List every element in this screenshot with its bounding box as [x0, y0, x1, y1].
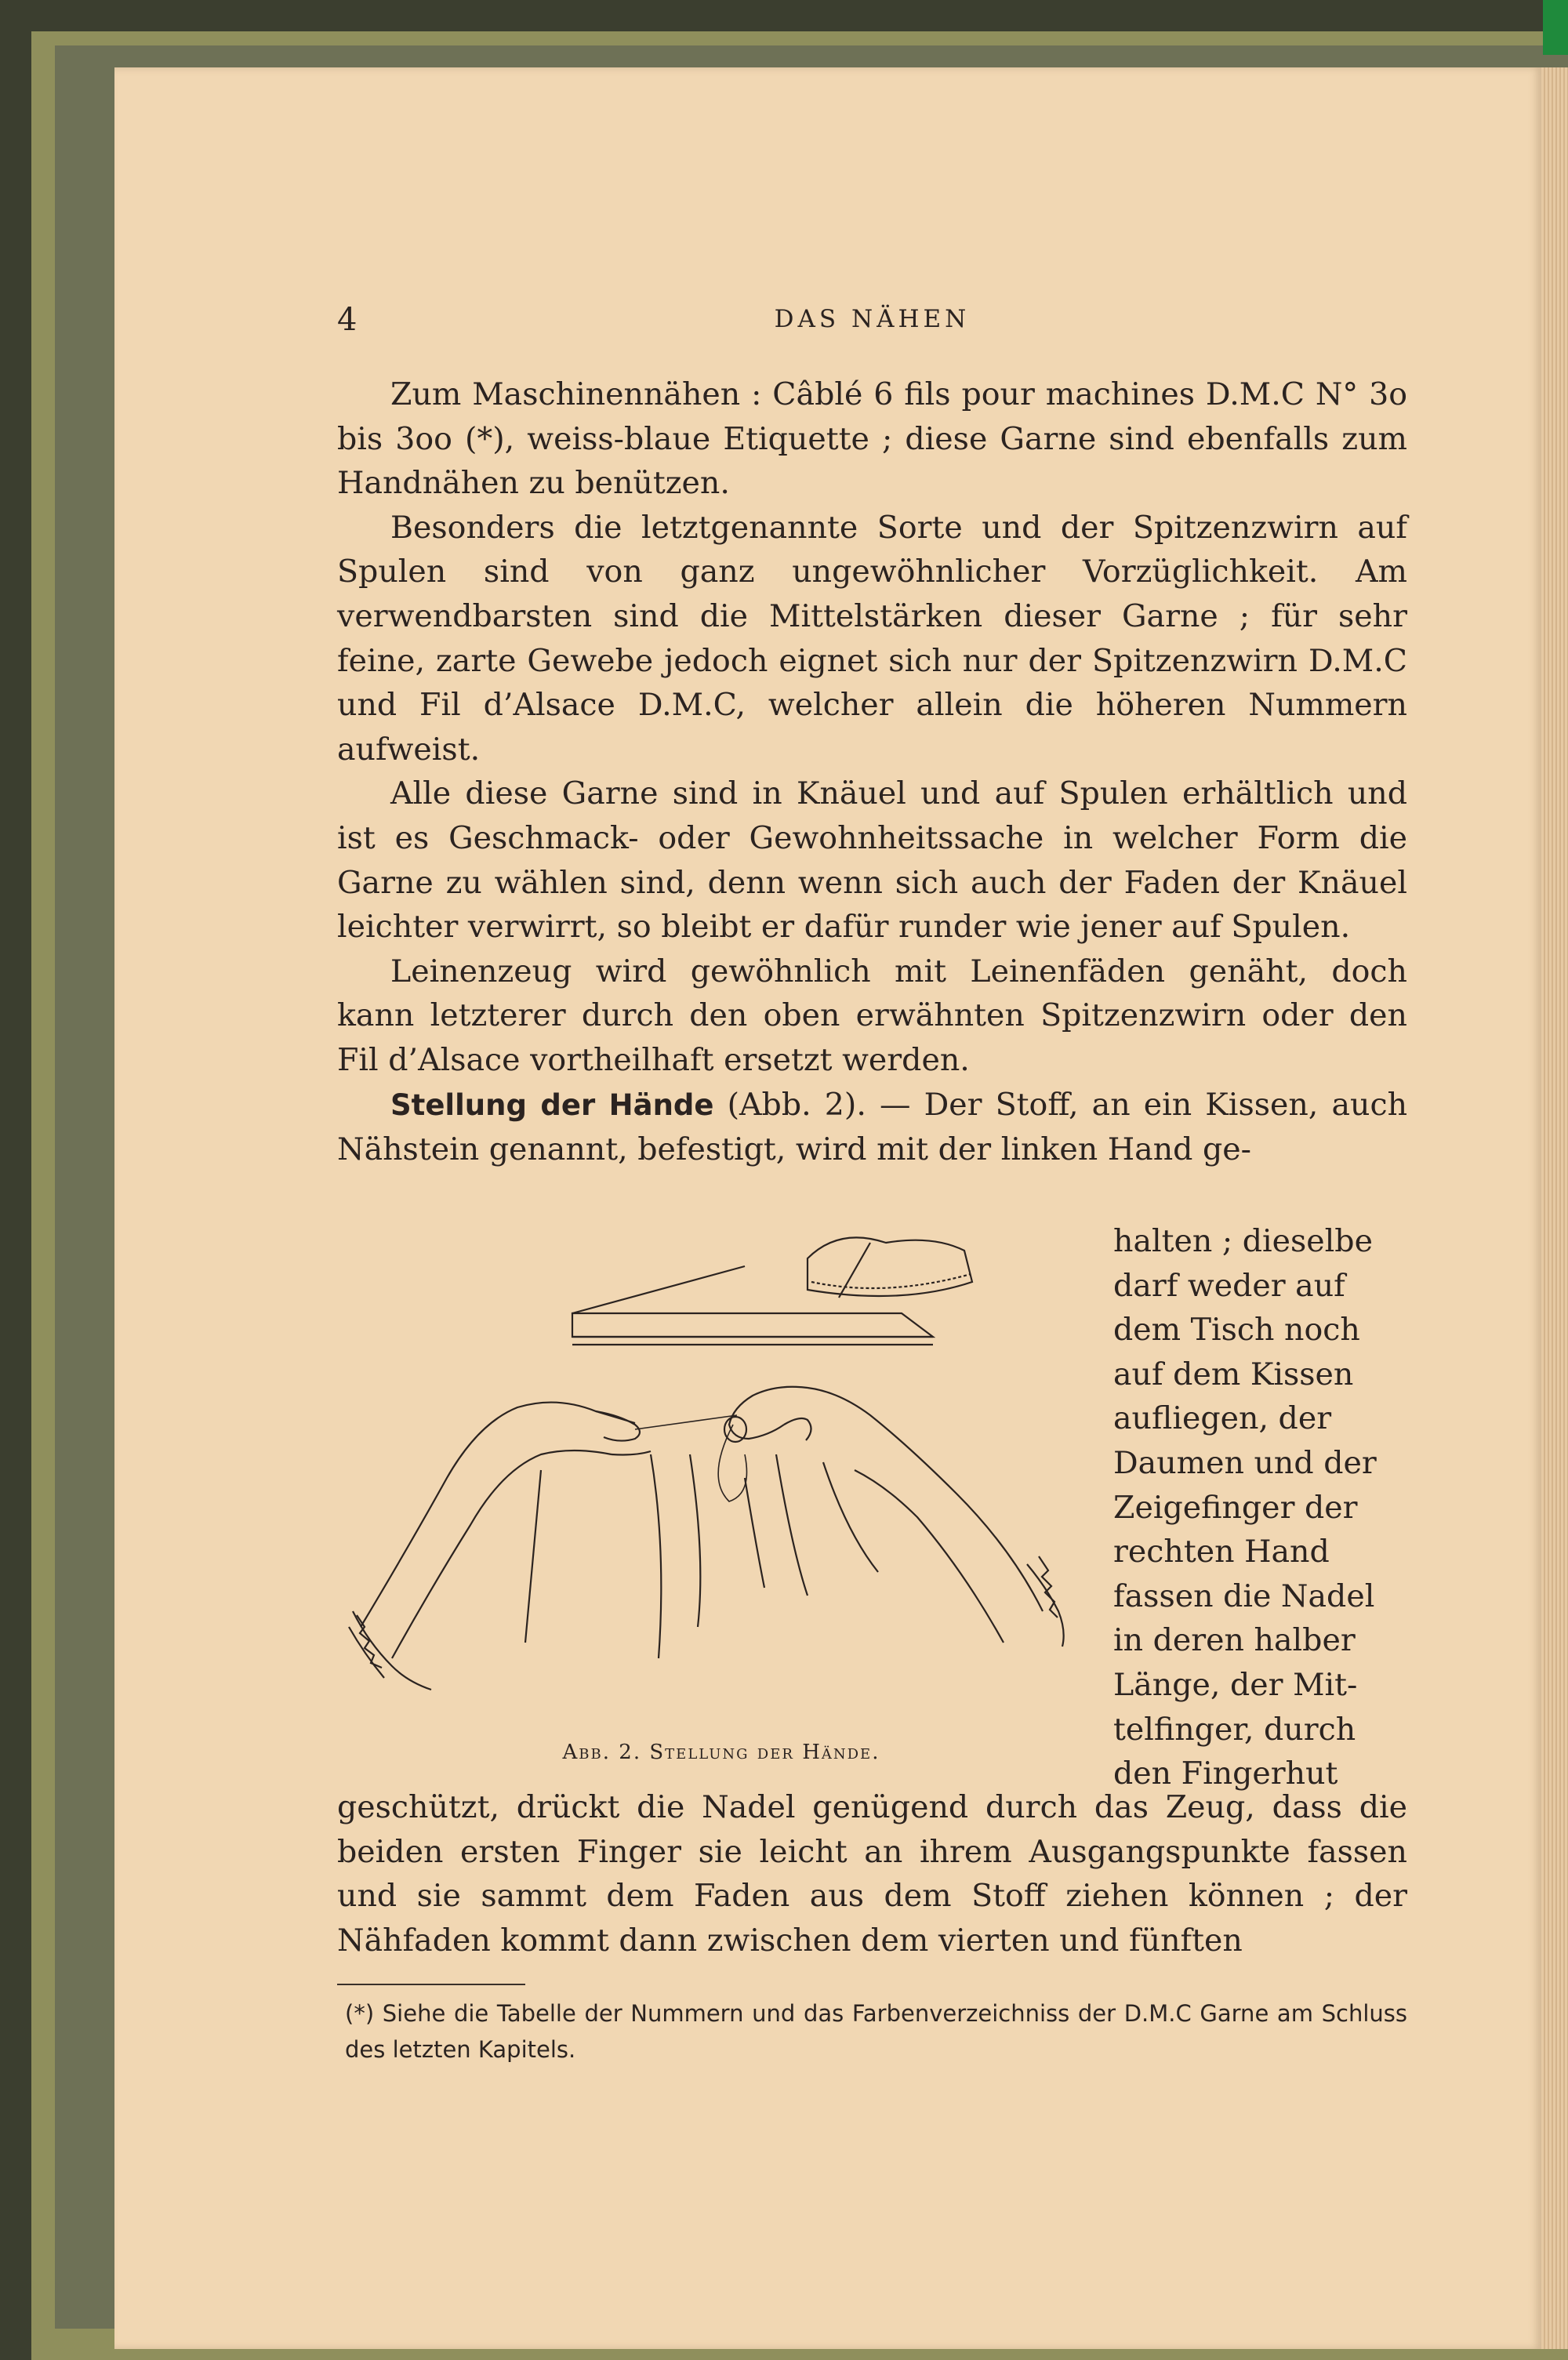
section-intro: (Abb. 2). — Der Stoff, an ein Kissen, auch Nähstein genannt, befestigt, wird mit der linken Hand ge-	[337, 1086, 1408, 1168]
paragraph-1: Zum Maschinennähen : Câblé 6 fils pour machines D.M.C N° 3o bis 3oo (*), weiss-blaue Etiquette ; diese Garne sind ebenfalls zum Handnähen zu benützen.	[337, 376, 1407, 502]
page-header	[337, 302, 1407, 349]
side-line: darf weder auf	[1113, 1267, 1345, 1304]
side-line: halten ; dieselbe	[1113, 1223, 1373, 1259]
side-line: dem Tisch noch	[1113, 1312, 1360, 1349]
hands-sewing-illustration	[337, 1219, 1105, 1713]
paragraph-2: Besonders die letztgenannte Sorte und der Spitzenzwirn auf Spulen sind von ganz ungewöhnlicher Vorzüglichkeit. Am verwendbarsten sind die Mittelstärken dieser Garne ; für sehr feine, zarte Gewebe jedoch eignet sich nur der Spitzenzwirn D.M.C und Fil d’Alsace D.M.C, welcher allein die höheren Nummern aufweist.	[337, 509, 1407, 768]
page-edges	[1541, 67, 1568, 2349]
side-line: fassen die Nadel	[1113, 1578, 1375, 1614]
section-paragraph	[337, 1083, 1407, 1172]
side-line: Zeigefinger der	[1113, 1489, 1358, 1526]
page-number: 4	[337, 302, 358, 338]
side-line: Daumen und der	[1113, 1444, 1377, 1481]
side-line: in deren halber	[1113, 1622, 1356, 1659]
continuation-text: geschützt, drückt die Nadel genügend durch das Zeug, dass die beiden ersten Finger sie leicht an ihrem Ausgangspunkte fassen und sie sammt dem Faden aus dem Stoff ziehen können ; der Nähfaden kommt dann zwischen dem vierten und fünften	[337, 1789, 1407, 1959]
running-title: DAS NÄHEN	[774, 305, 971, 333]
paragraph-4: Leinenzeug wird gewöhnlich mit Leinenfäden genäht, doch kann letzterer durch den oben erwähnten Spitzenzwirn oder den Fil d’Alsace vortheilhaft ersetzt werden.	[337, 953, 1407, 1078]
side-line: rechten Hand	[1113, 1534, 1330, 1570]
side-line: auf dem Kissen	[1113, 1356, 1354, 1392]
section-heading: Stellung der Hände	[390, 1087, 714, 1122]
bookmark-ribbon	[1543, 0, 1568, 55]
footnote-rule	[337, 1984, 525, 1985]
paragraph-3: Alle diese Garne sind in Knäuel und auf Spulen erhältlich und ist es Geschmack- oder Gewohnheitssache in welcher Form die Garne zu wählen sind, denn wenn sich auch der Faden der Knäuel leichter verwirrt, so bleibt er dafür runder wie jener auf Spulen.	[337, 775, 1407, 946]
side-line: den Fingerhut	[1113, 1755, 1338, 1792]
figure-caption: Abb. 2. Stellung der Hände.	[562, 1741, 880, 1764]
side-line: telfinger, durch	[1113, 1711, 1356, 1748]
figure-side-text	[1113, 1219, 1407, 1796]
footnote: (*) Siehe die Tabelle der Nummern und das Farbenverzeichniss der D.M.C Garne am Schluss des letzten Kapitels.	[345, 2000, 1407, 2063]
body-text	[337, 372, 1407, 1172]
side-line: Länge, der Mit-	[1113, 1666, 1358, 1703]
side-line: aufliegen, der	[1113, 1400, 1332, 1437]
